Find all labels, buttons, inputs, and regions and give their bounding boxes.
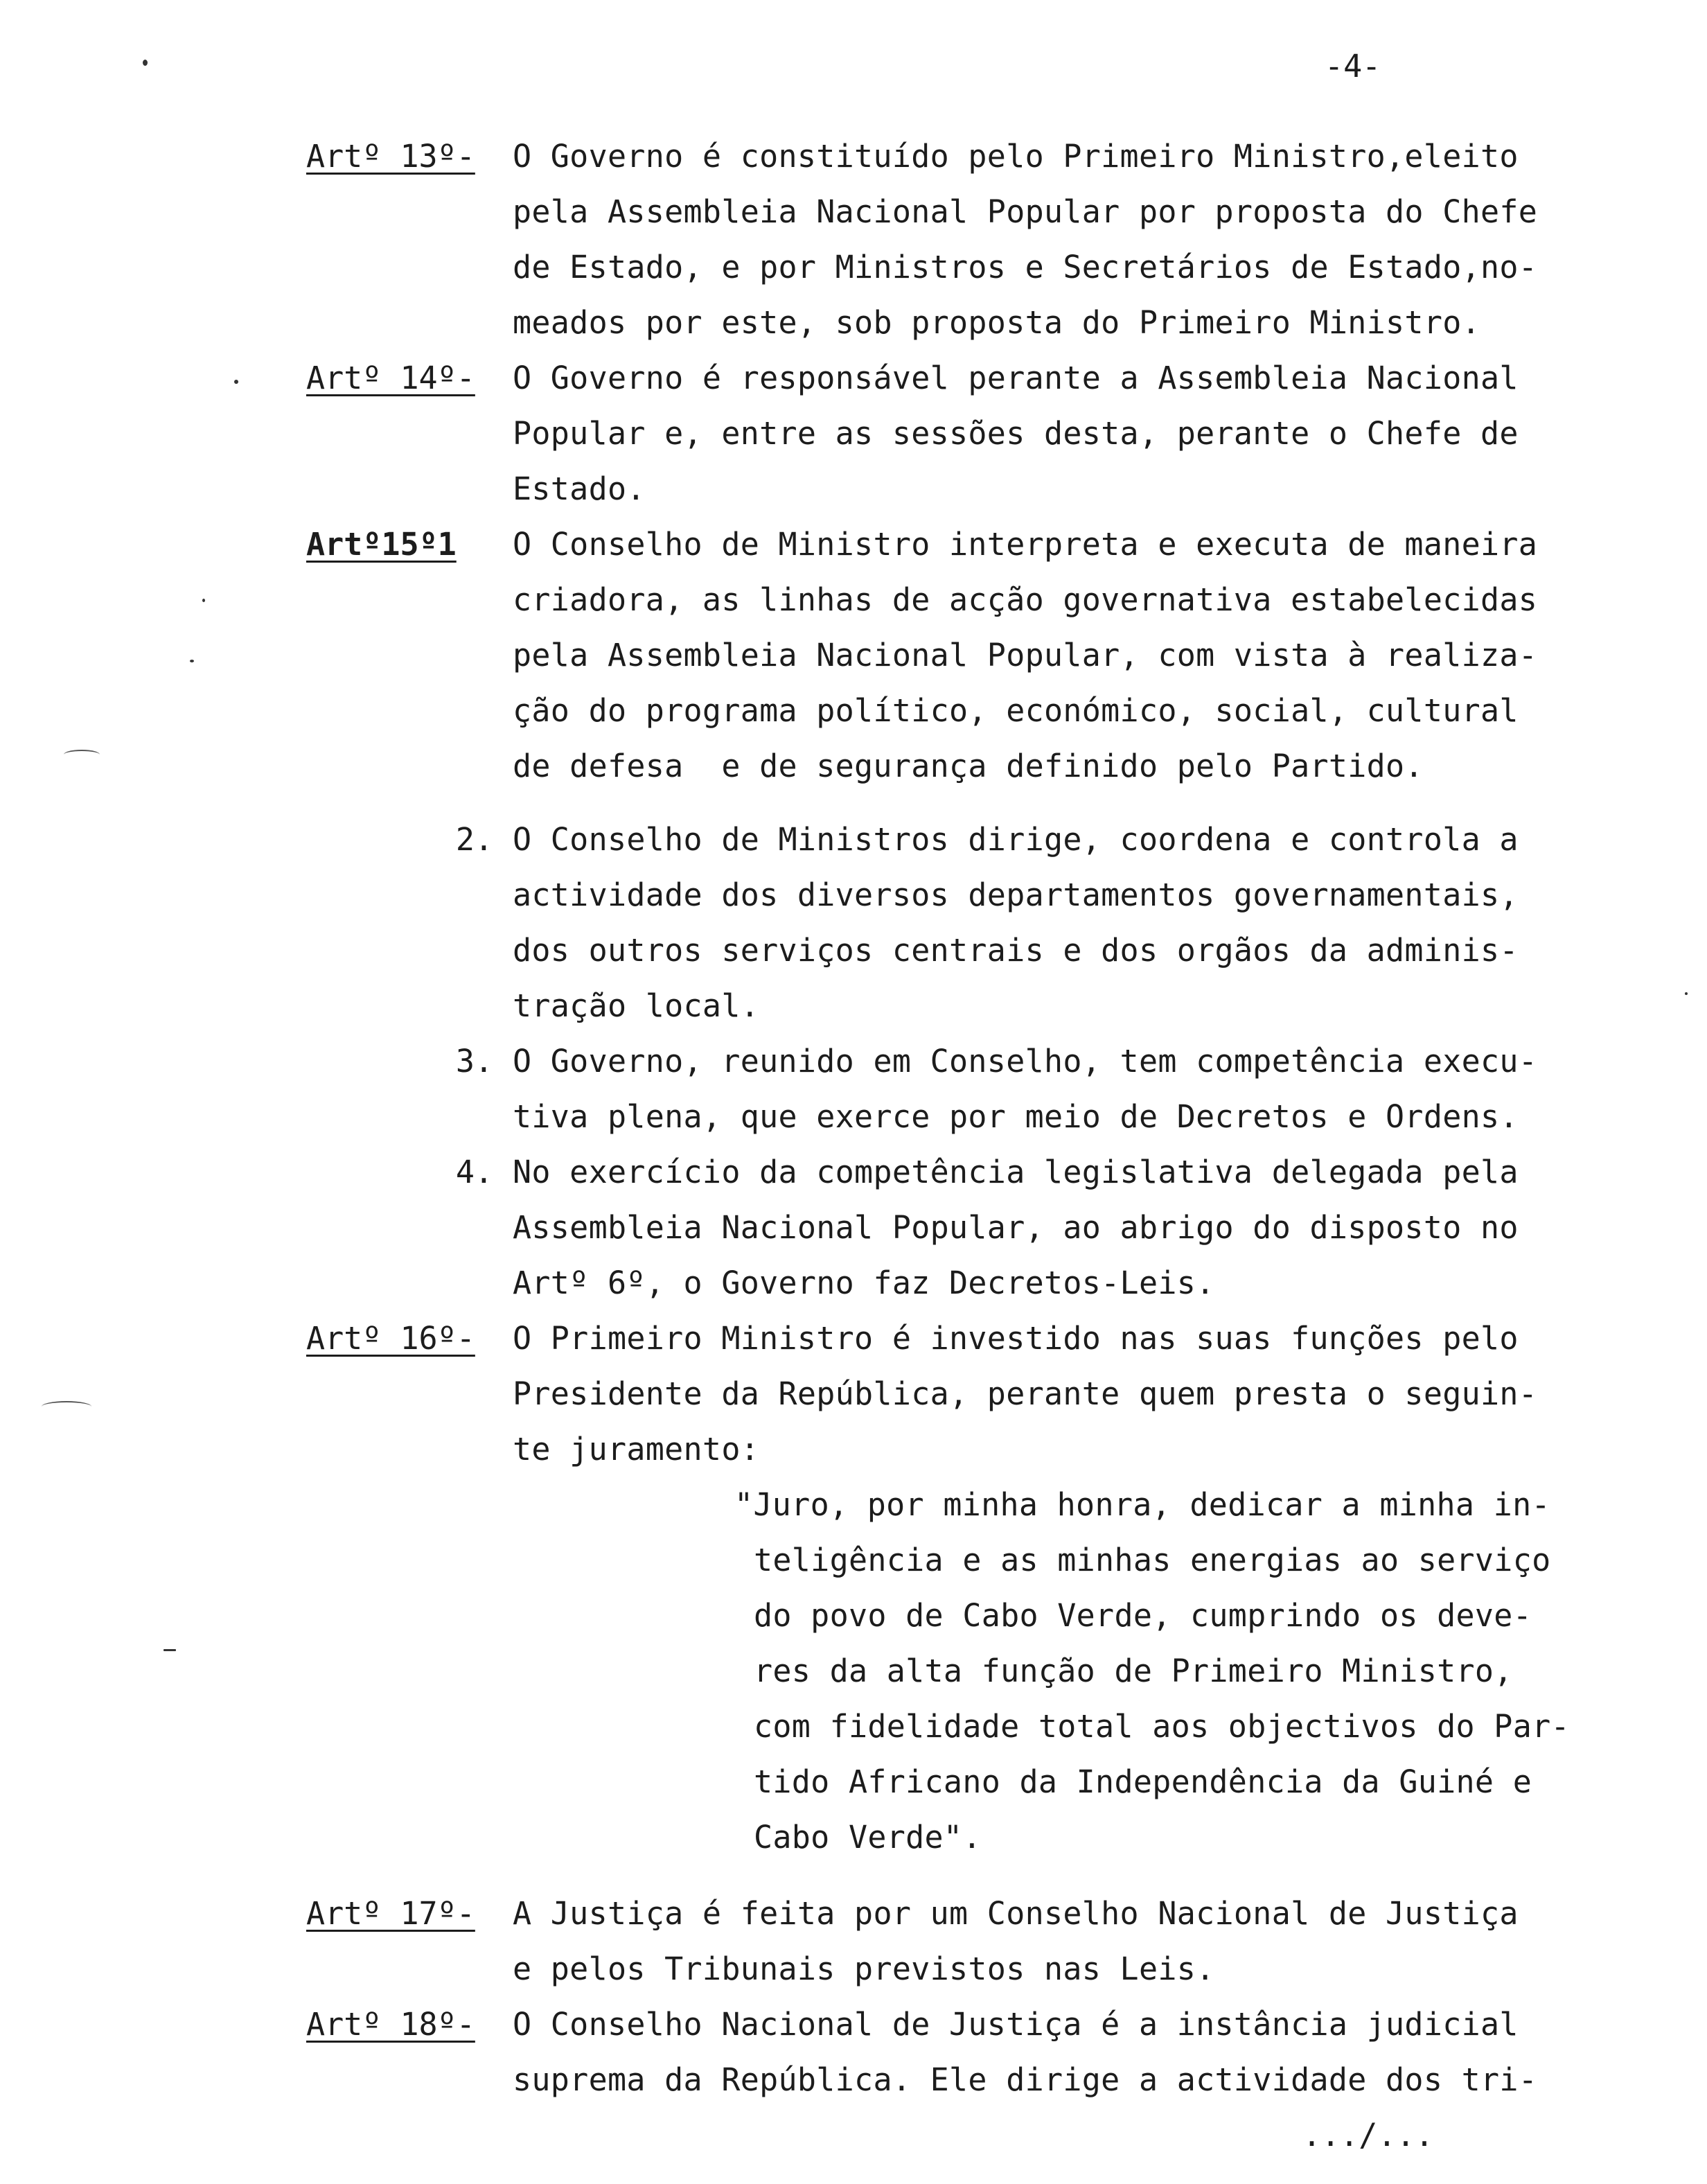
article-13-line: meados por este, sob proposta do Primeiro Ministro. [513, 304, 1481, 341]
article-15-line: pela Assembleia Nacional Popular, com vista à realiza- [513, 637, 1538, 673]
scan-speck [1685, 992, 1688, 995]
article-17-line: e pelos Tribunais previstos nas Leis. [513, 1950, 1215, 1987]
article-14-line: Popular e, entre as sessões desta, perante o Chefe de [513, 415, 1519, 452]
oath-line: Cabo Verde". [754, 1819, 982, 1856]
paragraph-line: dos outros serviços centrais e dos orgãos da adminis- [513, 932, 1519, 969]
article-16-line: te juramento: [513, 1431, 760, 1468]
article-16-line: Presidente da República, perante quem presta o seguin- [513, 1375, 1538, 1412]
article-15-line: de defesa e de segurança definido pelo Partido. [513, 748, 1424, 784]
article-13-line: pela Assembleia Nacional Popular por proposta do Chefe [513, 193, 1538, 230]
scan-mark [42, 1401, 91, 1412]
article-14-line: O Governo é responsável perante a Assembleia Nacional [513, 360, 1519, 396]
scan-speck [234, 380, 238, 384]
article-13-line: O Governo é constituído pelo Primeiro Ministro,eleito [513, 138, 1519, 175]
article-18-line: O Conselho Nacional de Justiça é a instância judicial [513, 2006, 1519, 2043]
paragraph-number: 2. [455, 821, 493, 858]
scan-speck [202, 599, 205, 602]
article-16-line: O Primeiro Ministro é investido nas suas funções pelo [513, 1320, 1519, 1357]
oath-line: com fidelidade total aos objectivos do Par- [754, 1708, 1570, 1745]
paragraph-number: 4. [455, 1154, 493, 1190]
scan-mark [64, 750, 100, 759]
oath-line: do povo de Cabo Verde, cumprindo os deve- [754, 1597, 1532, 1634]
oath-line: "Juro, por minha honra, dedicar a minha in- [734, 1486, 1550, 1523]
paragraph-number: 3. [455, 1043, 493, 1080]
oath-line: tido Africano da Independência da Guiné e [754, 1763, 1532, 1800]
article-15-line: criadora, as linhas de acção governativa estabelecidas [513, 581, 1538, 618]
paragraph-line: O Governo, reunido em Conselho, tem competência execu- [513, 1043, 1538, 1080]
article-17-line: A Justiça é feita por um Conselho Nacional de Justiça [513, 1895, 1519, 1932]
scan-speck [143, 60, 148, 66]
paragraph-line: O Conselho de Ministros dirige, coordena e controla a [513, 821, 1519, 858]
article-14-line: Estado. [513, 470, 646, 507]
article-15-label: Artº15º1 [306, 526, 457, 563]
paragraph-line: Assembleia Nacional Popular, ao abrigo do disposto no [513, 1209, 1519, 1246]
article-18-line: suprema da República. Ele dirige a actividade dos tri- [513, 2061, 1538, 2098]
paragraph-line: No exercício da competência legislativa delegada pela [513, 1154, 1519, 1190]
scan-speck [163, 1649, 176, 1651]
article-15-line: ção do programa político, económico, social, cultural [513, 692, 1519, 729]
paragraph-line: tiva plena, que exerce por meio de Decretos e Ordens. [513, 1098, 1519, 1135]
oath-line: teligência e as minhas energias ao serviço [754, 1542, 1551, 1578]
paragraph-line: Artº 6º, o Governo faz Decretos-Leis. [513, 1265, 1215, 1301]
article-13-line: de Estado, e por Ministros e Secretários de Estado,no- [513, 249, 1538, 285]
page-number: -4- [1325, 48, 1381, 85]
oath-line: res da alta função de Primeiro Ministro, [754, 1653, 1513, 1689]
article-14-label: Artº 14º- [306, 360, 475, 396]
article-13-label: Artº 13º- [306, 138, 475, 175]
article-18-label: Artº 18º- [306, 2006, 475, 2043]
continuation-marker: .../... [1302, 2117, 1434, 2154]
paragraph-line: tração local. [513, 987, 760, 1024]
scan-speck [190, 660, 194, 662]
article-16-label: Artº 16º- [306, 1320, 475, 1357]
paragraph-line: actividade dos diversos departamentos governamentais, [513, 877, 1519, 913]
article-15-line: O Conselho de Ministro interpreta e executa de maneira [513, 526, 1538, 563]
article-17-label: Artº 17º- [306, 1895, 475, 1932]
